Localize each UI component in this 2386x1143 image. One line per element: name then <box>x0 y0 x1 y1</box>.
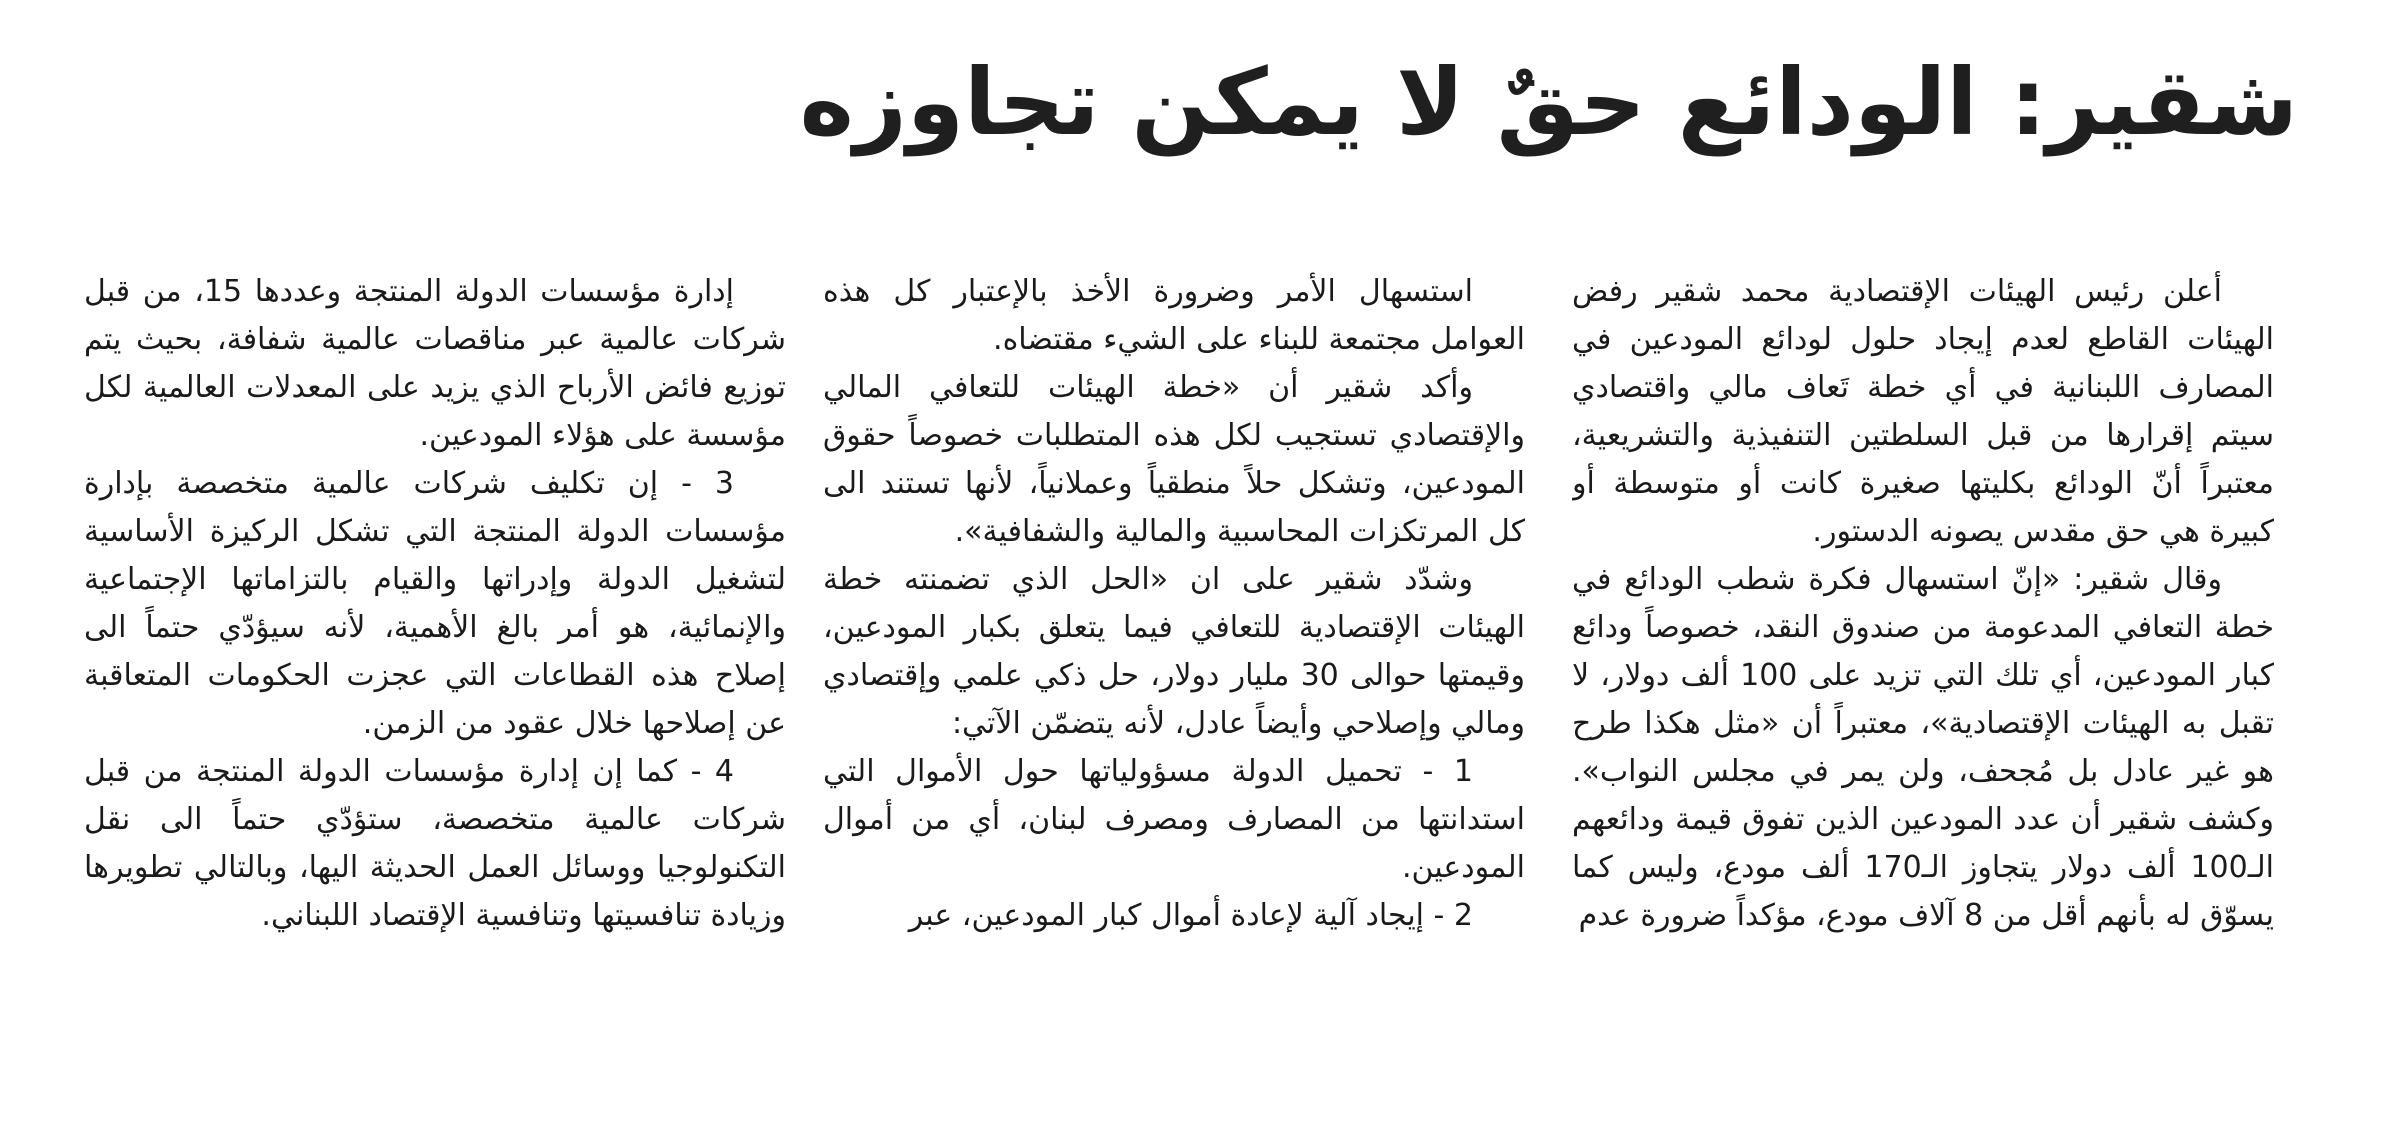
article-column-3 <box>84 268 786 1098</box>
article-headline: شقير: الودائع حقٌ لا يمكن تجاوزه <box>799 49 2298 156</box>
paragraph: استسهال الأمر وضرورة الأخذ بالإعتبار كل هذه العوامل مجتمعة للبناء على الشيء مقتضاه. <box>823 274 1525 357</box>
article-column-2 <box>823 268 1525 1098</box>
paragraph: وأكد شقير أن «خطة الهيئات للتعافي المالي والإقتصادي تستجيب لكل هذه المتطلبات خصوصاً حقوق المودعين، وتشكل حلاً منطقياً وعملانياً، لأنها تستند الى كل المرتكزات المحاسبية والمالية والشفافية». <box>823 370 1525 549</box>
paragraph: إدارة مؤسسات الدولة المنتجة وعددها 15، من قبل شركات عالمية عبر مناقصات عالمية شفافة، بحيث يتم توزيع فائض الأرباح الذي يزيد على المعدلات العالمية لكل مؤسسة على هؤلاء المودعين. <box>84 274 786 453</box>
paragraph: وشدّد شقير على ان «الحل الذي تضمنته خطة الهيئات الإقتصادية للتعافي فيما يتعلق بكبار المودعين، وقيمتها حوالى 30 مليار دولار، حل ذكي علمي وإقتصادي ومالي وإصلاحي وأيضاً عادل، لأنه يتضمّن الآتي: <box>823 562 1525 741</box>
paragraph: 3 - إن تكليف شركات عالمية متخصصة بإدارة مؤسسات الدولة المنتجة التي تشكل الركيزة الأساسية لتشغيل الدولة وإدراتها والقيام بالتزاماتها الإجتماعية والإنمائية، هو أمر بالغ الأهمية، لأنه سيؤدّي حتماً الى إصلاح هذه القطاعات التي عجزت الحكومات المتعاقبة عن إصلاحها خلال عقود من الزمن. <box>84 466 786 741</box>
paragraph: وقال شقير: «إنّ استسهال فكرة شطب الودائع في خطة التعافي المدعومة من صندوق النقد، خصوصاً ودائع كبار المودعين، أي تلك التي تزيد على 100 ألف دولار، لا تقبل به الهيئات الإقتصادية»، معتبراً أن «مثل هكذا طرح هو غير عادل بل مُجحف، ولن يمر في مجلس النواب». وكشف شقير أن عدد المودعين الذين تفوق قيمة ودائعهم الـ100 ألف دولار يتجاوز الـ170 ألف مودع، وليس كما يسوّق له بأنهم أقل من 8 آلاف مودع، مؤكداً ضرورة عدم <box>1572 562 2274 933</box>
paragraph: 1 - تحميل الدولة مسؤولياتها حول الأموال التي استدانتها من المصارف ومصرف لبنان، أي من أموال المودعين. <box>823 754 1525 885</box>
paragraph: 2 - إيجاد آلية لإعادة أموال كبار المودعين، عبر <box>908 898 1473 933</box>
paragraph: 4 - كما إن إدارة مؤسسات الدولة المنتجة من قبل شركات عالمية متخصصة، ستؤدّي حتماً الى نقل التكنولوجيا ووسائل العمل الحديثة اليها، وبالتالي تطويرها وزيادة تنافسيتها وتنافسية الإقتصاد اللبناني. <box>84 754 786 933</box>
article-column-1 <box>1572 268 2274 1098</box>
paragraph: أعلن رئيس الهيئات الإقتصادية محمد شقير رفض الهيئات القاطع لعدم إيجاد حلول لودائع المودعين في المصارف اللبنانية في أي خطة تَعاف مالي واقتصادي سيتم إقرارها من قبل السلطتين التنفيذية والتشريعية، معتبراً أنّ الودائع بكليتها صغيرة كانت أو متوسطة أو كبيرة هي حق مقدس يصونه الدستور. <box>1572 274 2274 549</box>
